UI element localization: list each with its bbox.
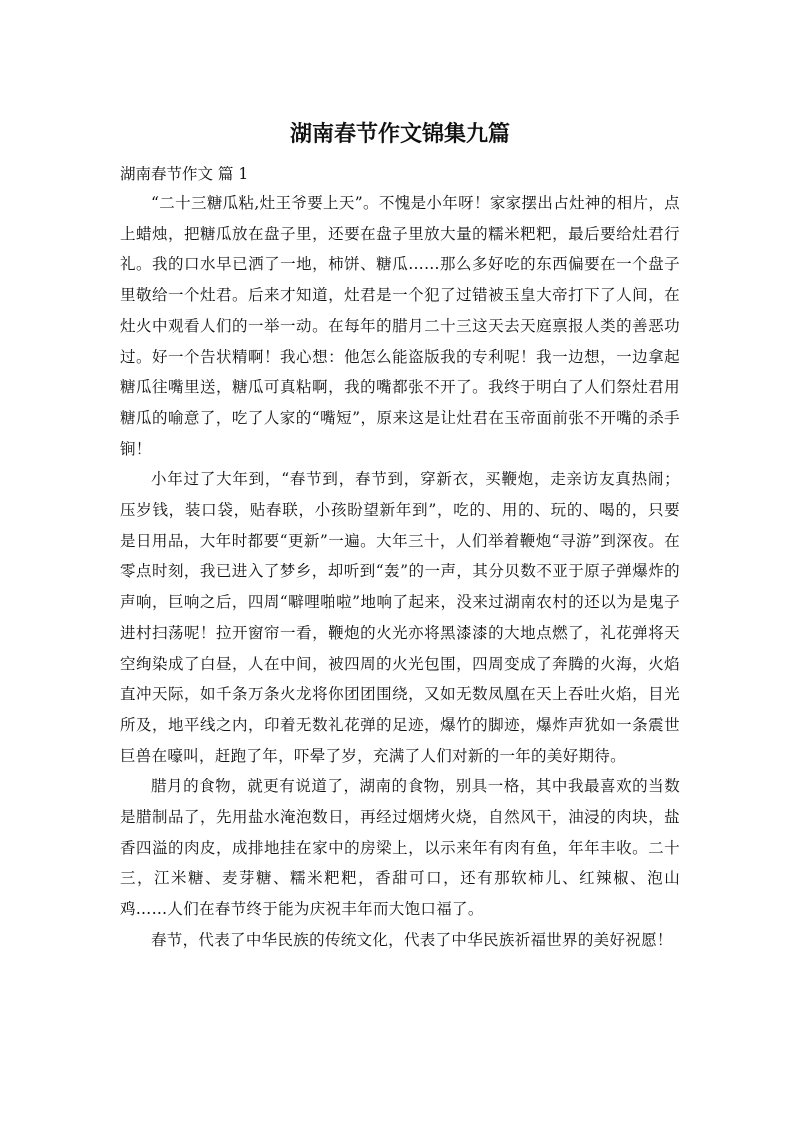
section-heading: 湖南春节作文 篇 1 <box>120 165 249 183</box>
paragraph-2: 小年过了大年到，“春节到，春节到，穿新衣，买鞭炮，走亲访友真热闹；压岁钱，装口袋，贴春联，小孩盼望新年到”，吃的、用的、玩的、喝的，只要是日用品，大年时都要“更新”一遍。大年三十，人们举着鞭炮“寻游”到深夜。在零点时刻，我已进入了梦乡，却听到“轰”的一声，其分贝数不亚于原子弹爆炸的声响，巨响之后，四周“噼哩啪啦”地响了起来，没来过湖南农村的还以为是鬼子进村扫荡呢！拉开窗帘一看，鞭炮的火光亦将黑漆漆的大地点燃了，礼花弹将天空绚染成了白昼，人在中间，被四周的火光包围，四周变成了奔腾的火海，火焰直冲天际，如千条万条火龙将你团团围绕，又如无数凤凰在天上吞吐火焰，目光所及，地平线之内，印着无数礼花弹的足迹，爆竹的脚迹，爆炸声犹如一条震世巨兽在嚎叫，赶跑了年，吓晕了岁，充满了人们对新的一年的美好期待。 <box>120 470 680 765</box>
document-title: 湖南春节作文锦集九篇 <box>289 122 510 147</box>
article-body <box>120 188 680 956</box>
paragraph-1: “二十三糖瓜粘,灶王爷要上天”。不愧是小年呀！家家摆出占灶神的相片，点上蜡烛，把糖瓜放在盘子里，还要在盘子里放大量的糯米粑粑，最后要给灶君行礼。我的口水早已洒了一地，柿饼、糖瓜……那么多好吃的东西偏要在一个盘子里敬给一个灶君。后来才知道，灶君是一个犯了过错被玉皇大帝打下了人间，在灶火中观看人们的一举一动。在每年的腊月二十三这天去天庭禀报人类的善恶功过。好一个告状精啊！我心想：他怎么能盗版我的专利呢！我一边想，一边拿起糖瓜往嘴里送，糖瓜可真粘啊，我的嘴都张不开了。我终于明白了人们祭灶君用糖瓜的喻意了，吃了人家的“嘴短”，原来这是让灶君在玉帝面前张不开嘴的杀手锏！ <box>120 194 680 458</box>
paragraph-4: 春节，代表了中华民族的传统文化，代表了中华民族祈福世界的美好祝愿！ <box>151 930 673 949</box>
paragraph-3: 腊月的食物，就更有说道了，湖南的食物，别具一格，其中我最喜欢的当数是腊制品了，先用盐水淹泡数日，再经过烟烤火烧，自然风干，油浸的肉块，盐香四溢的肉皮，成排地挂在家中的房梁上，以示来年有肉有鱼，年年丰收。二十三，江米糖、麦芽糖、糯米粑粑，香甜可口，还有那软柿儿、红辣椒、泡山鸡……人们在春节终于能为庆祝丰年而大饱口福了。 <box>120 777 680 919</box>
